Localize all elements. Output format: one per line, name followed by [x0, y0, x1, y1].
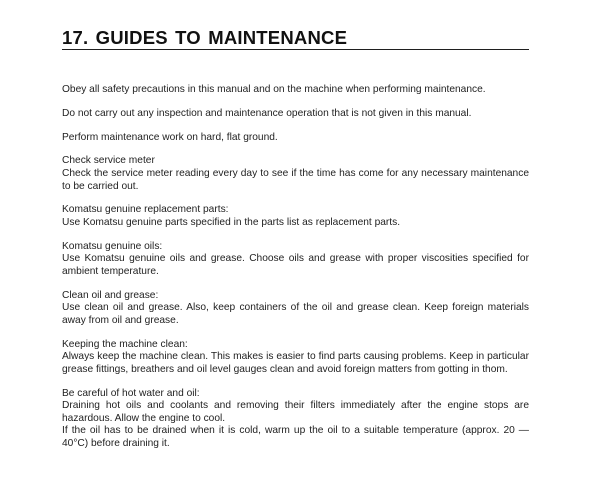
paragraph-text: Always keep the machine clean. This makes is easier to find parts causing problems. Keep in particular grease fittings, breathers and oil level gauges clean and avoid foreign matters from gotting in thom.	[62, 351, 529, 375]
paragraph-heading: Keeping the machine clean:	[62, 338, 188, 350]
paragraph-heading: Check service meter	[62, 155, 155, 167]
paragraph-heading: Komatsu genuine oils:	[62, 240, 163, 252]
paragraph-service-meter	[62, 155, 529, 193]
paragraph-text: Use Komatsu genuine parts specified in the parts list as replacement parts.	[62, 216, 401, 228]
paragraph-text: Draining hot oils and coolants and removing their filters immediately after the engine stops are hazardous. Allow the engine to cool.	[62, 400, 529, 424]
paragraph-heading: Be careful of hot water and oil:	[62, 387, 200, 399]
paragraph-hot-water-oil	[62, 388, 529, 451]
paragraph-text: Use clean oil and grease. Also, keep containers of the oil and grease clean. Keep foreign materials away from oil and grease.	[62, 302, 529, 326]
paragraph-text: Do not carry out any inspection and maintenance operation that is not given in this manual.	[62, 107, 472, 119]
paragraph-text: Obey all safety precautions in this manual and on the machine when performing maintenance.	[62, 84, 486, 95]
paragraph-heading: Clean oil and grease:	[62, 289, 159, 301]
paragraph-heading: Komatsu genuine replacement parts:	[62, 204, 229, 216]
paragraph-text: Check the service meter reading every day to see if the time has come for any necessary maintenance to be carried out.	[62, 167, 529, 192]
paragraph-genuine-oils	[62, 241, 529, 279]
paragraph-flat-ground	[62, 132, 529, 145]
paragraph-text: If the oil has to be drained when it is cold, warm up the oil to a suitable temperature (approx. 20 — 40°C) before draining it.	[62, 425, 529, 449]
section-title: 17. GUIDES TO MAINTENANCE	[62, 27, 348, 48]
paragraph-safety-precautions	[62, 84, 529, 97]
paragraph-clean-oil	[62, 290, 529, 328]
paragraph-genuine-parts	[62, 204, 529, 229]
paragraph-machine-clean	[62, 339, 529, 377]
maintenance-guidelines	[62, 84, 529, 462]
paragraph-text: Use Komatsu genuine oils and grease. Choose oils and grease with proper viscosities specified for ambient temperature.	[62, 253, 529, 277]
section-title-underline	[62, 28, 529, 50]
paragraph-text: Perform maintenance work on hard, flat ground.	[62, 131, 278, 143]
paragraph-no-unlisted-operations	[62, 108, 529, 121]
